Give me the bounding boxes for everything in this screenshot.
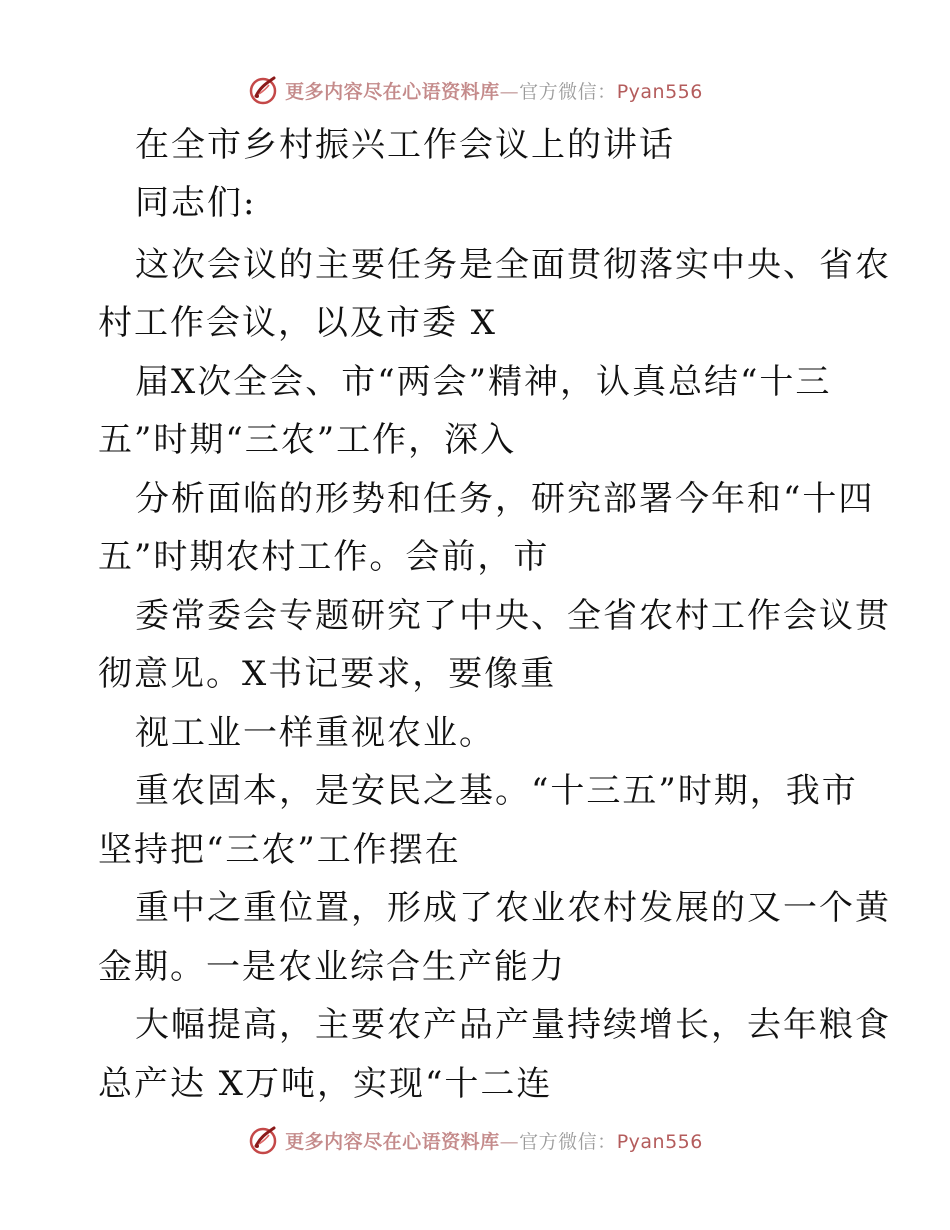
- watermark-text: [285, 77, 703, 104]
- footer-watermark: [0, 1120, 950, 1160]
- watermark-separator: —: [499, 80, 520, 103]
- paragraph-line: 五”时期农村工作。会前，市: [98, 537, 550, 577]
- paragraph-line: 坚持把“三农”工作摆在: [98, 830, 461, 870]
- paragraph-line: 委常委会专题研究了中央、全省农村工作会议贯: [135, 596, 891, 636]
- paragraph-line: 金期。一是农业综合生产能力: [98, 947, 566, 987]
- paragraph-line: 视工业一样重视农业。: [135, 713, 495, 753]
- header-watermark: [0, 70, 950, 110]
- document-title: 在全市乡村振兴工作会议上的讲话: [135, 125, 675, 165]
- watermark-main-text: 更多内容尽在心语资料库: [285, 1130, 500, 1153]
- paragraph-line: 大幅提高，主要农产品产量持续增长，去年粮食: [135, 1005, 891, 1045]
- paragraph-line: 重中之重位置，形成了农业农村发展的又一个黄: [135, 888, 891, 928]
- watermark-wechat-id: Pyan556: [616, 80, 703, 103]
- watermark-main-text: 更多内容尽在心语资料库: [285, 80, 500, 103]
- quill-swirl-logo-icon: [247, 1124, 279, 1156]
- watermark-label: 官方微信：: [519, 80, 617, 103]
- watermark-wechat-id: Pyan556: [616, 1130, 703, 1153]
- watermark-label: 官方微信：: [519, 1130, 617, 1153]
- paragraph-line: 这次会议的主要任务是全面贯彻落实中央、省农: [135, 245, 891, 285]
- paragraph-line: 村工作会议，以及市委 X: [98, 303, 498, 343]
- paragraph-line: 总产达 X万吨，实现“十二连: [98, 1064, 553, 1104]
- paragraph-line: 彻意见。X书记要求，要像重: [98, 654, 557, 694]
- paragraph-line: 分析面临的形势和任务，研究部署今年和“十四: [135, 479, 875, 519]
- watermark-separator: —: [499, 1130, 520, 1153]
- quill-swirl-logo-icon: [247, 74, 279, 106]
- greeting: 同志们:: [135, 183, 257, 223]
- paragraph-line: 重农固本，是安民之基。“十三五”时期，我市: [135, 771, 858, 811]
- paragraph-line: 届X次全会、市“两会”精神，认真总结“十三: [135, 362, 832, 402]
- watermark-text: [285, 1127, 703, 1154]
- paragraph-line: 五”时期“三农”工作，深入: [98, 420, 517, 460]
